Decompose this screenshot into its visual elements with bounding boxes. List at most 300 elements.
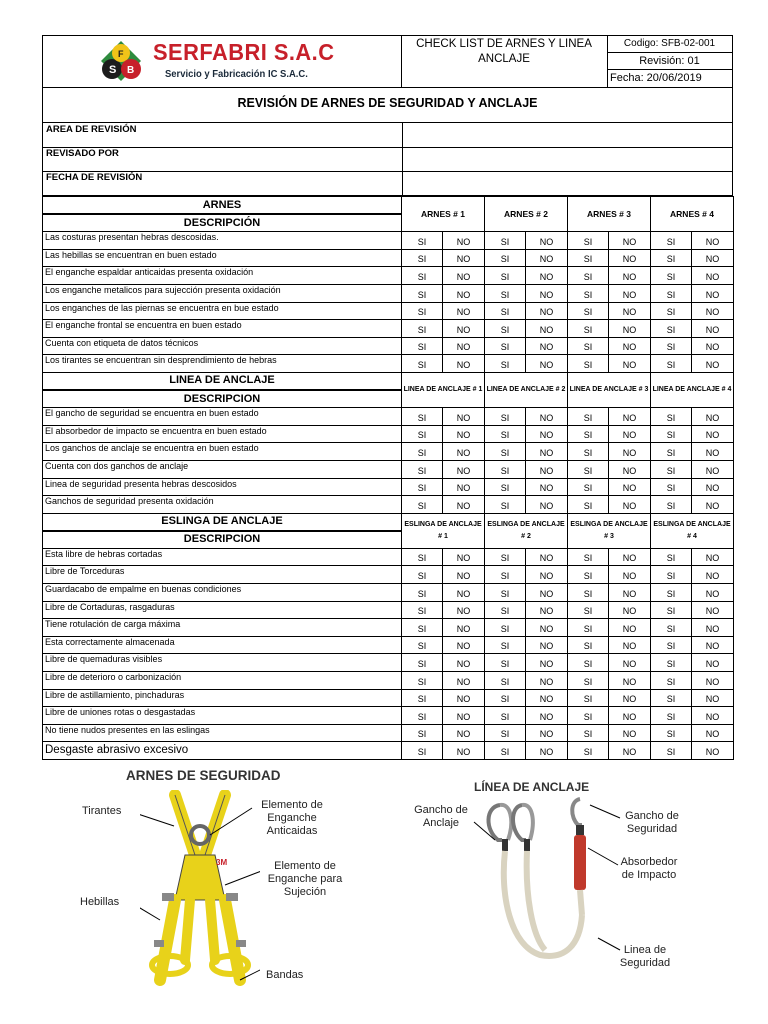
option-no[interactable]: NO: [609, 654, 651, 672]
option-no[interactable]: NO: [692, 302, 734, 320]
option-no[interactable]: NO: [609, 724, 651, 742]
option-si[interactable]: SI: [568, 601, 609, 619]
column-header: LINEA DE ANCLAJE # 4: [651, 372, 734, 407]
checklist-item-label: Libre de deterioro o carbonización: [43, 672, 402, 690]
option-no[interactable]: NO: [526, 460, 568, 478]
option-no[interactable]: NO: [526, 267, 568, 285]
option-no[interactable]: NO: [609, 478, 651, 496]
option-si[interactable]: SI: [651, 267, 692, 285]
option-si[interactable]: SI: [485, 355, 526, 373]
checklist-item-label: Los tirantes se encuentran sin desprendimiento de hebras: [43, 355, 402, 373]
checklist-row: [43, 460, 734, 478]
option-no[interactable]: NO: [609, 672, 651, 690]
option-no[interactable]: NO: [692, 496, 734, 514]
option-no[interactable]: NO: [692, 636, 734, 654]
option-no[interactable]: NO: [609, 636, 651, 654]
checklist-item-label: Esta libre de hebras cortadas: [43, 548, 402, 566]
option-no[interactable]: NO: [609, 584, 651, 602]
option-si[interactable]: SI: [568, 584, 609, 602]
option-si[interactable]: SI: [651, 284, 692, 302]
checklist-item-label: Libre de uniones rotas o desgastadas: [43, 707, 402, 725]
option-si[interactable]: SI: [568, 566, 609, 584]
page-title: REVISIÓN DE ARNES DE SEGURIDAD Y ANCLAJE: [42, 88, 733, 123]
checklist-row: [43, 636, 734, 654]
option-si[interactable]: SI: [402, 320, 443, 338]
option-si[interactable]: SI: [402, 478, 443, 496]
option-si[interactable]: SI: [485, 232, 526, 250]
option-si[interactable]: SI: [651, 601, 692, 619]
info-row-date[interactable]: [42, 171, 733, 196]
option-si[interactable]: SI: [568, 337, 609, 355]
document-date: Fecha: 20/06/2019: [610, 72, 702, 84]
company-logo-cell: [42, 35, 402, 88]
option-si[interactable]: SI: [402, 742, 443, 760]
harness-illustration: [140, 790, 260, 1010]
checklist-row: [43, 672, 734, 690]
option-no[interactable]: NO: [443, 320, 485, 338]
checklist-item-label: Tiene rotulación de carga máxima: [43, 619, 402, 637]
checklist-row: [43, 408, 734, 426]
option-no[interactable]: NO: [443, 478, 485, 496]
checklist-item-label: Las costuras presentan hebras descosidas.: [43, 232, 402, 250]
document-title-line2: ANCLAJE: [478, 53, 530, 65]
option-si[interactable]: SI: [485, 636, 526, 654]
checklist-item-label: El absorbedor de impacto se encuentra en buen estado: [43, 425, 402, 443]
option-si[interactable]: SI: [485, 566, 526, 584]
option-no[interactable]: NO: [443, 460, 485, 478]
option-no[interactable]: NO: [526, 425, 568, 443]
company-logo-icon: [91, 39, 151, 87]
option-si[interactable]: SI: [568, 284, 609, 302]
option-si[interactable]: SI: [651, 584, 692, 602]
checklist-item-label: Libre de quemaduras visibles: [43, 654, 402, 672]
option-no[interactable]: NO: [443, 619, 485, 637]
option-no[interactable]: NO: [443, 425, 485, 443]
checklist-row: [43, 601, 734, 619]
option-si[interactable]: SI: [402, 654, 443, 672]
lanyard-figure-title: LÍNEA DE ANCLAJE: [474, 780, 590, 794]
option-si[interactable]: SI: [568, 232, 609, 250]
option-si[interactable]: SI: [402, 601, 443, 619]
option-si[interactable]: SI: [485, 619, 526, 637]
checklist-row: [43, 320, 734, 338]
info-row-area[interactable]: [42, 123, 733, 148]
option-si[interactable]: SI: [568, 548, 609, 566]
option-si[interactable]: SI: [651, 548, 692, 566]
option-no[interactable]: NO: [526, 408, 568, 426]
option-si[interactable]: SI: [402, 496, 443, 514]
label-bandas: Bandas: [266, 969, 304, 981]
label-gancho-anclaje: Gancho de Anclaje: [414, 804, 468, 829]
option-si[interactable]: SI: [568, 707, 609, 725]
option-si[interactable]: SI: [485, 337, 526, 355]
option-si[interactable]: SI: [568, 425, 609, 443]
document-code: Codigo: SFB-02-001: [607, 36, 732, 53]
harness-brand-mark: 3M: [216, 858, 228, 867]
option-no[interactable]: NO: [609, 408, 651, 426]
option-no[interactable]: NO: [526, 320, 568, 338]
option-si[interactable]: SI: [485, 249, 526, 267]
option-si[interactable]: SI: [485, 443, 526, 461]
checklist-row: [43, 267, 734, 285]
option-si[interactable]: SI: [568, 478, 609, 496]
label-hebillas: Hebillas: [80, 896, 120, 908]
option-si[interactable]: SI: [651, 619, 692, 637]
info-label-reviewer: REVISADO POR: [43, 147, 403, 171]
option-no[interactable]: NO: [692, 408, 734, 426]
option-no[interactable]: NO: [526, 284, 568, 302]
option-si[interactable]: SI: [651, 672, 692, 690]
document-title-line1: CHECK LIST DE ARNES Y LINEA: [416, 38, 592, 50]
checklist-item-label: Libre de astillamiento, pinchaduras: [43, 689, 402, 707]
option-si[interactable]: SI: [402, 443, 443, 461]
column-header: ESLINGA DE ANCLAJE # 2: [485, 513, 568, 548]
option-no[interactable]: NO: [443, 654, 485, 672]
column-header: ESLINGA DE ANCLAJE # 3: [568, 513, 651, 548]
option-no[interactable]: NO: [526, 232, 568, 250]
checklist-row: [43, 478, 734, 496]
option-si[interactable]: SI: [568, 636, 609, 654]
option-no[interactable]: NO: [692, 320, 734, 338]
option-no[interactable]: NO: [443, 284, 485, 302]
option-no[interactable]: NO: [609, 443, 651, 461]
option-si[interactable]: SI: [568, 302, 609, 320]
option-no[interactable]: NO: [692, 742, 734, 760]
option-si[interactable]: SI: [402, 267, 443, 285]
option-no[interactable]: NO: [609, 496, 651, 514]
document-revision: Revisión: 01: [607, 53, 732, 70]
option-no[interactable]: NO: [609, 355, 651, 373]
option-si[interactable]: SI: [485, 672, 526, 690]
option-no[interactable]: NO: [609, 601, 651, 619]
label-absorbedor: Absorbedor de Impacto: [620, 856, 678, 881]
option-no[interactable]: NO: [526, 584, 568, 602]
option-no[interactable]: NO: [526, 636, 568, 654]
checklist-row: [43, 654, 734, 672]
option-si[interactable]: SI: [485, 548, 526, 566]
option-no[interactable]: NO: [692, 689, 734, 707]
document-meta-cell: [607, 35, 733, 88]
option-no[interactable]: NO: [443, 566, 485, 584]
checklist-row: [43, 496, 734, 514]
option-si[interactable]: SI: [568, 355, 609, 373]
option-no[interactable]: NO: [443, 496, 485, 514]
checklist-row: [43, 619, 734, 637]
label-linea-seguridad: Linea de Seguridad: [619, 944, 671, 969]
option-si[interactable]: SI: [568, 724, 609, 742]
section-title: ESLINGA DE ANCLAJE: [43, 513, 402, 531]
document-header: [42, 35, 733, 88]
option-si[interactable]: SI: [402, 689, 443, 707]
checklist-item-label: El enganche frontal se encuentra en buen estado: [43, 320, 402, 338]
option-si[interactable]: SI: [402, 619, 443, 637]
option-no[interactable]: NO: [526, 478, 568, 496]
option-si[interactable]: SI: [651, 302, 692, 320]
option-si[interactable]: SI: [568, 320, 609, 338]
checklist-row: [43, 443, 734, 461]
option-si[interactable]: SI: [485, 496, 526, 514]
checklist-row: [43, 566, 734, 584]
option-si[interactable]: SI: [651, 566, 692, 584]
option-no[interactable]: NO: [443, 601, 485, 619]
option-no[interactable]: NO: [443, 672, 485, 690]
checklist-item-label: Linea de seguridad presenta hebras descosidos: [43, 478, 402, 496]
option-no[interactable]: NO: [692, 267, 734, 285]
option-no[interactable]: NO: [609, 425, 651, 443]
checklist-item-label: Libre de Cortaduras, rasgaduras: [43, 601, 402, 619]
option-no[interactable]: NO: [526, 672, 568, 690]
option-no[interactable]: NO: [692, 707, 734, 725]
option-si[interactable]: SI: [651, 320, 692, 338]
harness-figure-title: ARNES DE SEGURIDAD: [126, 768, 281, 783]
option-si[interactable]: SI: [568, 408, 609, 426]
option-si[interactable]: SI: [651, 249, 692, 267]
option-no[interactable]: NO: [443, 249, 485, 267]
option-si[interactable]: SI: [568, 460, 609, 478]
option-no[interactable]: NO: [443, 302, 485, 320]
option-si[interactable]: SI: [651, 707, 692, 725]
option-si[interactable]: SI: [402, 548, 443, 566]
option-si[interactable]: SI: [485, 267, 526, 285]
checklist-item-label: Cuenta con etiqueta de datos técnicos: [43, 337, 402, 355]
column-header: ESLINGA DE ANCLAJE # 1: [402, 513, 485, 548]
option-no[interactable]: NO: [609, 742, 651, 760]
option-no[interactable]: NO: [443, 584, 485, 602]
option-si[interactable]: SI: [568, 672, 609, 690]
option-si[interactable]: SI: [568, 496, 609, 514]
option-si[interactable]: SI: [651, 478, 692, 496]
checklist-row: [43, 707, 734, 725]
checklist-row: [43, 355, 734, 373]
checklist-row: [43, 425, 734, 443]
option-no[interactable]: NO: [443, 408, 485, 426]
checklist-item-label: Esta correctamente almacenada: [43, 636, 402, 654]
column-header: ESLINGA DE ANCLAJE # 4: [651, 513, 734, 548]
section-subtitle: DESCRIPCION: [43, 390, 402, 408]
option-si[interactable]: SI: [651, 460, 692, 478]
checklist-item-label: No tiene nudos presentes en las eslingas: [43, 724, 402, 742]
option-no[interactable]: NO: [692, 337, 734, 355]
option-si[interactable]: SI: [402, 232, 443, 250]
checklist-row: [43, 548, 734, 566]
option-no[interactable]: NO: [443, 724, 485, 742]
option-si[interactable]: SI: [568, 654, 609, 672]
option-si[interactable]: SI: [651, 443, 692, 461]
option-si[interactable]: SI: [402, 355, 443, 373]
option-no[interactable]: NO: [692, 548, 734, 566]
option-no[interactable]: NO: [526, 337, 568, 355]
option-si[interactable]: SI: [485, 601, 526, 619]
option-no[interactable]: NO: [609, 689, 651, 707]
option-no[interactable]: NO: [692, 566, 734, 584]
option-si[interactable]: SI: [651, 337, 692, 355]
option-no[interactable]: NO: [609, 267, 651, 285]
label-enganche-sujecion: Elemento de Enganche para Sujeción: [267, 860, 343, 898]
option-si[interactable]: SI: [651, 355, 692, 373]
option-si[interactable]: SI: [402, 408, 443, 426]
option-no[interactable]: NO: [609, 232, 651, 250]
option-si[interactable]: SI: [568, 619, 609, 637]
option-no[interactable]: NO: [692, 601, 734, 619]
option-no[interactable]: NO: [526, 496, 568, 514]
option-no[interactable]: NO: [692, 443, 734, 461]
option-no[interactable]: NO: [692, 619, 734, 637]
option-si[interactable]: SI: [651, 654, 692, 672]
option-si[interactable]: SI: [485, 654, 526, 672]
option-si[interactable]: SI: [402, 425, 443, 443]
option-no[interactable]: NO: [692, 425, 734, 443]
option-si[interactable]: SI: [485, 707, 526, 725]
info-label-area: AREA DE REVISIÓN: [43, 123, 403, 147]
option-no[interactable]: NO: [609, 619, 651, 637]
option-no[interactable]: NO: [526, 249, 568, 267]
label-tirantes: Tirantes: [82, 805, 122, 817]
option-si[interactable]: SI: [568, 689, 609, 707]
option-si[interactable]: SI: [568, 742, 609, 760]
option-si[interactable]: SI: [485, 478, 526, 496]
option-no[interactable]: NO: [443, 232, 485, 250]
option-si[interactable]: SI: [402, 636, 443, 654]
option-si[interactable]: SI: [485, 284, 526, 302]
option-si[interactable]: SI: [485, 408, 526, 426]
checklist-row: [43, 689, 734, 707]
option-si[interactable]: SI: [651, 408, 692, 426]
checklist-item-label: Cuenta con dos ganchos de anclaje: [43, 460, 402, 478]
option-si[interactable]: SI: [402, 724, 443, 742]
checklist-item-label: El enganche espaldar anticaidas presenta oxidación: [43, 267, 402, 285]
checklist-item-label: Los enganche metalicos para sujección presenta oxidación: [43, 284, 402, 302]
section-header-row: [43, 197, 734, 215]
option-no[interactable]: NO: [443, 355, 485, 373]
checklist-item-label: Las hebillas se encuentran en buen estado: [43, 249, 402, 267]
checklist-row: [43, 584, 734, 602]
option-no[interactable]: NO: [526, 443, 568, 461]
option-no[interactable]: NO: [443, 267, 485, 285]
option-no[interactable]: NO: [692, 478, 734, 496]
option-si[interactable]: SI: [651, 496, 692, 514]
option-si[interactable]: SI: [485, 742, 526, 760]
label-gancho-seguridad: Gancho de Seguridad: [625, 810, 679, 835]
option-no[interactable]: NO: [526, 619, 568, 637]
logo-letter-b: B: [127, 65, 135, 76]
option-no[interactable]: NO: [443, 636, 485, 654]
option-si[interactable]: SI: [651, 689, 692, 707]
section-header-row: [43, 513, 734, 531]
option-no[interactable]: NO: [692, 355, 734, 373]
option-no[interactable]: NO: [443, 443, 485, 461]
logo-letter-s: S: [109, 64, 117, 76]
option-si[interactable]: SI: [485, 320, 526, 338]
option-si[interactable]: SI: [568, 267, 609, 285]
checklist-table: [42, 196, 734, 760]
option-si[interactable]: SI: [568, 443, 609, 461]
option-no[interactable]: NO: [692, 232, 734, 250]
option-no[interactable]: NO: [443, 742, 485, 760]
option-si[interactable]: SI: [485, 460, 526, 478]
option-no[interactable]: NO: [609, 707, 651, 725]
option-si[interactable]: SI: [402, 584, 443, 602]
option-no[interactable]: NO: [692, 460, 734, 478]
option-no[interactable]: NO: [526, 707, 568, 725]
option-no[interactable]: NO: [692, 654, 734, 672]
checklist-item-label: El gancho de seguridad se encuentra en buen estado: [43, 408, 402, 426]
option-si[interactable]: SI: [485, 425, 526, 443]
option-no[interactable]: NO: [692, 584, 734, 602]
option-no[interactable]: NO: [692, 284, 734, 302]
option-si[interactable]: SI: [402, 249, 443, 267]
checklist-item-label: Los enganches de las piernas se encuentra en bue estado: [43, 302, 402, 320]
option-si[interactable]: SI: [485, 689, 526, 707]
option-si[interactable]: SI: [651, 724, 692, 742]
checklist-row: [43, 284, 734, 302]
option-no[interactable]: NO: [609, 548, 651, 566]
option-si[interactable]: SI: [651, 636, 692, 654]
option-si[interactable]: SI: [651, 232, 692, 250]
option-no[interactable]: NO: [692, 249, 734, 267]
option-si[interactable]: SI: [485, 302, 526, 320]
section-title: LINEA DE ANCLAJE: [43, 372, 402, 390]
option-no[interactable]: NO: [526, 548, 568, 566]
option-no[interactable]: NO: [692, 672, 734, 690]
column-header: LINEA DE ANCLAJE # 1: [402, 372, 485, 407]
option-si[interactable]: SI: [402, 302, 443, 320]
option-no[interactable]: NO: [609, 460, 651, 478]
option-no[interactable]: NO: [526, 689, 568, 707]
option-si[interactable]: SI: [402, 337, 443, 355]
option-no[interactable]: NO: [526, 302, 568, 320]
option-si[interactable]: SI: [485, 584, 526, 602]
section-subtitle: DESCRIPCION: [43, 531, 402, 549]
column-header: ARNES # 3: [568, 197, 651, 232]
option-no[interactable]: NO: [443, 548, 485, 566]
option-no[interactable]: NO: [526, 355, 568, 373]
option-si[interactable]: SI: [485, 724, 526, 742]
option-si[interactable]: SI: [651, 425, 692, 443]
option-si[interactable]: SI: [402, 672, 443, 690]
option-no[interactable]: NO: [609, 284, 651, 302]
column-header: LINEA DE ANCLAJE # 3: [568, 372, 651, 407]
option-no[interactable]: NO: [609, 249, 651, 267]
option-no[interactable]: NO: [692, 724, 734, 742]
option-no[interactable]: NO: [609, 566, 651, 584]
info-row-reviewer[interactable]: [42, 147, 733, 172]
option-no[interactable]: NO: [443, 707, 485, 725]
option-si[interactable]: SI: [402, 460, 443, 478]
option-si[interactable]: SI: [402, 284, 443, 302]
column-header: LINEA DE ANCLAJE # 2: [485, 372, 568, 407]
option-no[interactable]: NO: [526, 566, 568, 584]
lanyard-callout-lines: [460, 800, 660, 970]
checklist-row: [43, 337, 734, 355]
option-no[interactable]: NO: [526, 601, 568, 619]
section-title: ARNES: [43, 197, 402, 215]
option-si[interactable]: SI: [651, 742, 692, 760]
option-no[interactable]: NO: [609, 337, 651, 355]
option-no[interactable]: NO: [609, 302, 651, 320]
option-no[interactable]: NO: [443, 337, 485, 355]
company-name: SERFABRI S.A.C: [153, 39, 335, 65]
option-si[interactable]: SI: [402, 707, 443, 725]
option-no[interactable]: NO: [609, 320, 651, 338]
checklist-row: [43, 742, 734, 760]
company-subtitle: Servicio y Fabricación IC S.A.C.: [165, 68, 308, 80]
option-si[interactable]: SI: [568, 249, 609, 267]
option-no[interactable]: NO: [526, 724, 568, 742]
option-no[interactable]: NO: [526, 654, 568, 672]
option-si[interactable]: SI: [402, 566, 443, 584]
option-no[interactable]: NO: [443, 689, 485, 707]
option-no[interactable]: NO: [526, 742, 568, 760]
